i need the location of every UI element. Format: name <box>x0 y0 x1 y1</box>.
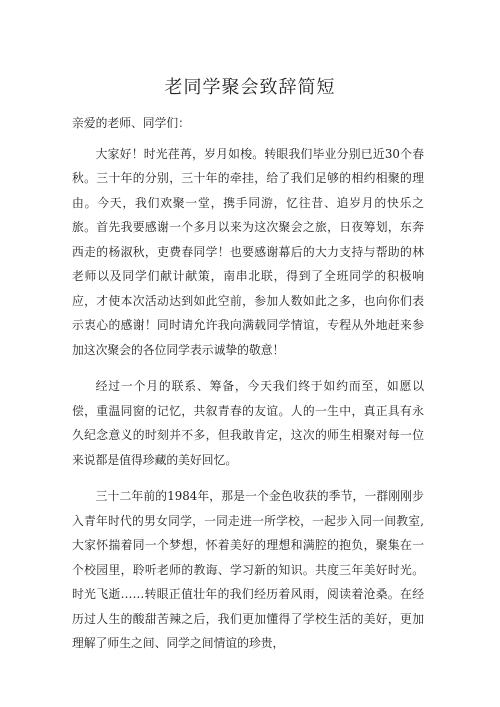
paragraph-1: 大家好！时光荏苒，岁月如梭。转眼我们毕业分别已近30个春秋。三十年的分别，三十年的牵挂，给了我们足够的相约相聚的理由。今天，我们欢聚一堂，携手同游，忆往昔、追岁月的快乐之旅。首先我要感谢一个多月以来为这次聚会之旅，日夜筹划，东奔西走的杨淑秋，吏费春同学！也要感谢幕后的大力支持与帮助的林老师以及同学们献计献策，南串北联，得到了全班同学的积极响应，才使本次活动达到如此空前，参加人数如此之多，也向你们表示衷心的感谢！同时请允许我向满载同学情谊，专程从外地赶来参加这次聚会的各位同学表示诚挚的敬意！ <box>72 146 424 357</box>
document-title: 老同学聚会致辞简短 <box>164 77 336 98</box>
salutation: 亲爱的老师、同学们： <box>72 116 190 130</box>
paragraph-3: 三十二年前的1984年，那是一个金色收获的季节，一群刚刚步入青年时代的男女同学，一同走进一所学校，一起步入同一间教室,大家怀揣着同一个梦想，怀着美好的理想和满腔的抱负，聚集在一个校园里，聆听老师的教诲、学习新的知识。共度三年美好时光。时光飞逝……转眼正值壮年的我们经历着风雨，阅读着沧桑。在经历过人生的酸甜苦辣之后，我们更加懂得了学校生活的美好，更加理解了师生之间、同学之间情谊的珍贵， <box>72 489 424 650</box>
paragraph-2: 经过一个月的联系、筹备，今天我们终于如约而至，如愿以偿，重温同窗的记忆，共叙青春的友谊。人的一生中，真正具有永久纪念意义的时刻并不多，但我敢肯定，这次的师生相聚对每一位来说都是值得珍藏的美好回忆。 <box>72 379 424 467</box>
document-body <box>72 111 424 668</box>
